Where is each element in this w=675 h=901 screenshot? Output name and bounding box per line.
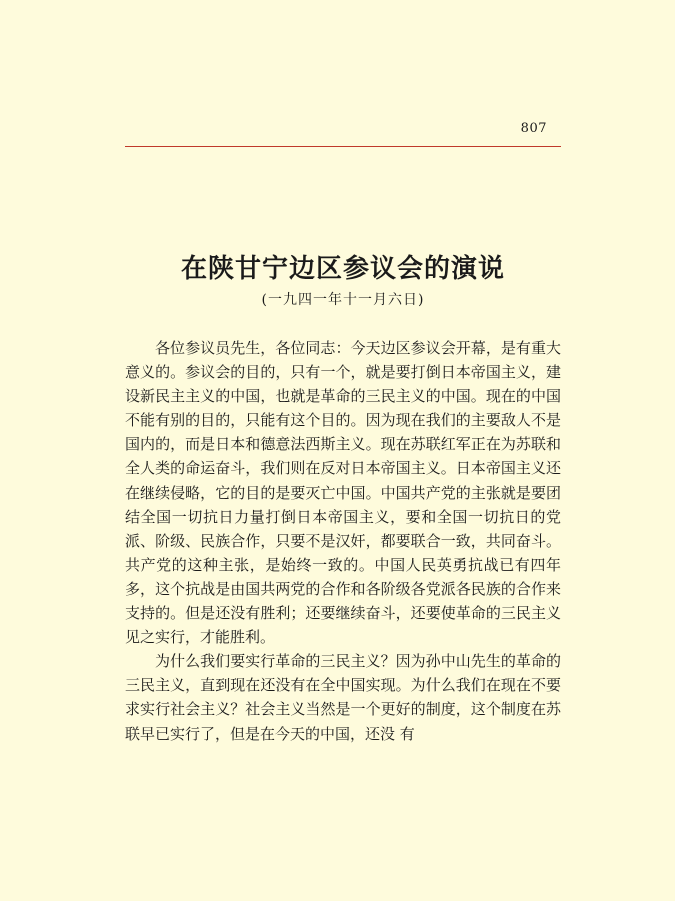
page-number: 807 [520, 121, 547, 136]
article-body [125, 336, 561, 746]
paragraph: 各位参议员先生，各位同志：今天边区参议会开幕，是有重大意义的。参议会的目的，只有一个，就是要打倒日本帝国主义，建设新民主主义的中国，也就是革命的三民主义的中国。现在的中国不能有别的目的，只能有这个目的。因为现在我们的主要敌人不是国内的，而是日本和德意法西斯主义。现在苏联红军正在为苏联和全人类的命运奋斗，我们则在反对日本帝国主义。日本帝国主义还在继续侵略，它的目的是要灭亡中国。中国共产党的主张就是要团结全国一切抗日力量打倒日本帝国主义，要和全国一切抗日的党派、阶级、民族合作，只要不是汉奸，都要联合一致，共同奋斗。共产党的这种主张，是始终一致的。中国人民英勇抗战已有四年多，这个抗战是由国共两党的合作和各阶级各党派各民族的合作来支持的。但是还没有胜利；还要继续奋斗，还要使革命的三民主义见之实行，才能胜利。 [125, 339, 561, 647]
paragraph: 为什么我们要实行革命的三民主义？因为孙中山先生的革命的三民主义，直到现在还没有在全中国实现。为什么我们在现在不要求实行社会主义？社会主义当然是一个更好的制度，这个制度在苏联早已实行了，但是在今天的中国，还没 有 [125, 652, 561, 743]
header-rule [125, 146, 561, 147]
article-title: 在陕甘宁边区参议会的演说 [180, 254, 505, 284]
article-date: (一九四一年十一月六日) [261, 292, 425, 308]
